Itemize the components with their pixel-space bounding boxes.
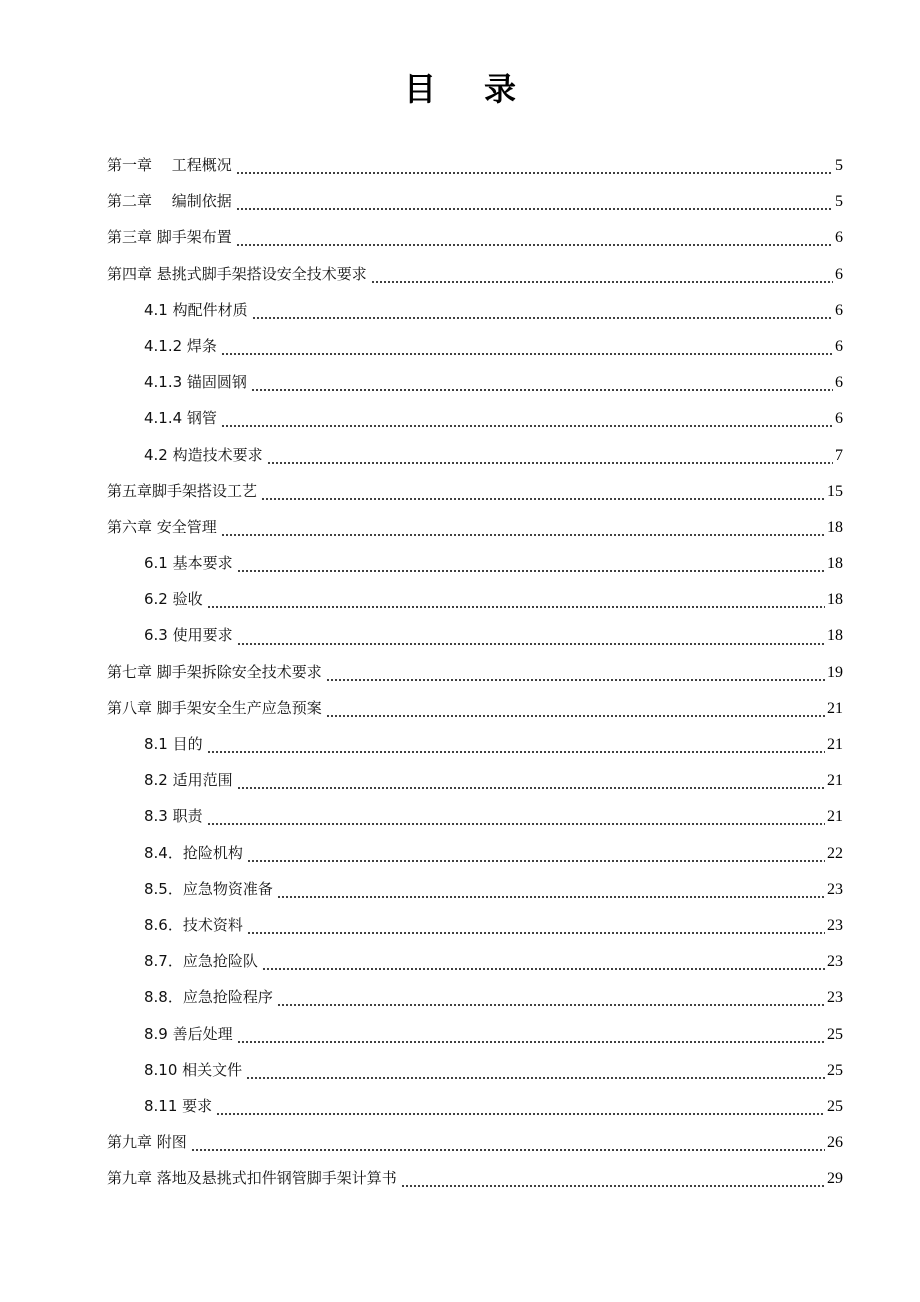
dot-leader [277,896,825,898]
toc-page-number: 6 [835,337,843,355]
toc-entry-label: 第八章 脚手架安全生产应急预案 [107,698,322,717]
toc-page-number: 6 [835,301,843,319]
toc-entry-label: 第五章脚手架搭设工艺 [107,481,258,500]
toc-subentry[interactable] [107,617,843,653]
toc-entry-label: 8.7．应急抢险队 [144,952,258,971]
dot-leader [237,787,825,789]
toc-entry-label: 4.2 构造技术要求 [144,445,263,464]
toc-subentry[interactable] [107,1016,843,1052]
toc-page-number: 25 [827,1061,843,1079]
toc-page-number: 6 [835,410,843,428]
toc-entry-label: 第九章 附图 [107,1133,187,1152]
toc-subentry[interactable] [107,581,843,617]
dot-leader [262,968,825,970]
toc-entry-label: 8.4．抢险机构 [144,843,243,862]
toc-page-number: 6 [835,265,843,283]
dot-leader [247,932,825,934]
toc-entry-label: 第二章 编制依据 [107,192,232,211]
toc-entry[interactable] [107,690,843,726]
title-char-1: 目 [403,70,436,108]
toc-entry-label: 第一章 工程概况 [107,156,232,174]
toc-entry-label: 8.6．技术资料 [144,915,243,934]
dot-leader [246,1077,825,1079]
dot-leader [207,751,825,753]
dot-leader [221,353,833,355]
dot-leader [237,1041,825,1043]
toc-entry-label: 8.8．应急抢险程序 [144,988,273,1007]
toc-page-number: 22 [827,844,843,862]
toc-page-number: 23 [827,953,843,971]
toc-page-number: 21 [827,772,843,790]
dot-leader [401,1185,825,1187]
dot-leader [251,389,833,391]
toc-entry[interactable] [107,219,843,255]
toc-entry-label: 6.2 验收 [144,590,203,609]
toc-subentry[interactable] [107,437,843,473]
toc-entry-label: 8.2 适用范围 [144,771,233,790]
toc-entry[interactable] [107,1160,843,1196]
toc-subentry[interactable] [107,400,843,436]
toc-entry-label: 4.1.3 锚固圆钢 [144,373,247,392]
toc-page-number: 5 [835,157,843,174]
toc-entry[interactable] [107,183,843,219]
toc-subentry[interactable] [107,943,843,979]
dot-leader [236,244,833,246]
toc-subentry[interactable] [107,726,843,762]
toc-page-number: 21 [827,808,843,826]
toc-subentry[interactable] [107,545,843,581]
toc-entry-label: 第六章 安全管理 [107,517,217,536]
dot-leader [221,534,825,536]
toc-page-number: 7 [835,446,843,464]
dot-leader [371,281,833,283]
dot-leader [252,317,833,319]
toc-page-number: 25 [827,1025,843,1043]
dot-leader [237,643,825,645]
toc-page-number: 29 [827,1170,843,1188]
dot-leader [236,172,833,174]
toc-entry-label: 4.1.2 焊条 [144,336,217,355]
dot-leader [326,715,825,717]
toc-subentry[interactable] [107,364,843,400]
toc-page-number: 18 [827,518,843,536]
toc-entry-label: 8.3 职责 [144,807,203,826]
toc-entry-label: 8.5．应急物资准备 [144,879,273,898]
toc-page-number: 5 [835,193,843,211]
toc-page-number: 23 [827,880,843,898]
toc-entry-label: 第三章 脚手架布置 [107,228,232,247]
toc-page-number: 18 [827,555,843,573]
toc-page-number: 21 [827,699,843,717]
toc-subentry[interactable] [107,907,843,943]
toc-entry-label: 8.11 要求 [144,1096,213,1115]
toc-page-number: 19 [827,663,843,681]
toc-entry-label: 8.10 相关文件 [144,1060,243,1079]
toc-page-number: 25 [827,1097,843,1115]
toc-entry-label: 第九章 落地及悬挑式扣件钢管脚手架计算书 [107,1169,397,1188]
toc-entry-label: 4.1.4 钢管 [144,409,217,428]
dot-leader [216,1113,825,1115]
toc-subentry[interactable] [107,979,843,1015]
toc-subentry[interactable] [107,871,843,907]
toc-page-number: 23 [827,916,843,934]
toc-entry-label: 8.1 目的 [144,735,203,753]
toc-subentry[interactable] [107,762,843,798]
toc-subentry[interactable] [107,835,843,871]
table-of-contents [107,147,843,1196]
dot-leader [221,425,833,427]
title-char-2: 录 [484,70,517,108]
toc-subentry[interactable] [107,1052,843,1088]
toc-page-number: 18 [827,627,843,645]
toc-entry-label: 4.1 构配件材质 [144,300,248,319]
toc-entry-label: 第四章 悬挑式脚手架搭设安全技术要求 [107,264,367,283]
dot-leader [207,823,825,825]
toc-page-number: 21 [827,736,843,753]
toc-entry-label: 6.1 基本要求 [144,554,233,573]
dot-leader [236,208,833,210]
toc-entry-label: 6.3 使用要求 [144,626,233,645]
page-title [0,64,920,114]
toc-page-number: 23 [827,989,843,1007]
dot-leader [277,1004,825,1006]
toc-page-number: 15 [827,482,843,500]
toc-entry[interactable] [107,509,843,545]
toc-page-number: 26 [827,1134,843,1152]
dot-leader [191,1149,825,1151]
toc-entry-label: 8.9 善后处理 [144,1024,233,1043]
dot-leader [267,462,833,464]
toc-entry[interactable] [107,147,843,183]
toc-page-number: 6 [835,374,843,392]
toc-page-number: 6 [835,229,843,247]
toc-page-number: 18 [827,591,843,609]
toc-entry[interactable] [107,256,843,292]
toc-entry-label: 第七章 脚手架拆除安全技术要求 [107,662,322,681]
toc-subentry[interactable] [107,292,843,328]
toc-entry[interactable] [107,1124,843,1160]
toc-subentry[interactable] [107,1088,843,1124]
toc-entry[interactable] [107,654,843,690]
dot-leader [207,606,825,608]
toc-entry[interactable] [107,473,843,509]
dot-leader [237,570,825,572]
dot-leader [326,679,825,681]
toc-subentry[interactable] [107,328,843,364]
dot-leader [247,860,825,862]
dot-leader [261,498,825,500]
toc-subentry[interactable] [107,798,843,834]
